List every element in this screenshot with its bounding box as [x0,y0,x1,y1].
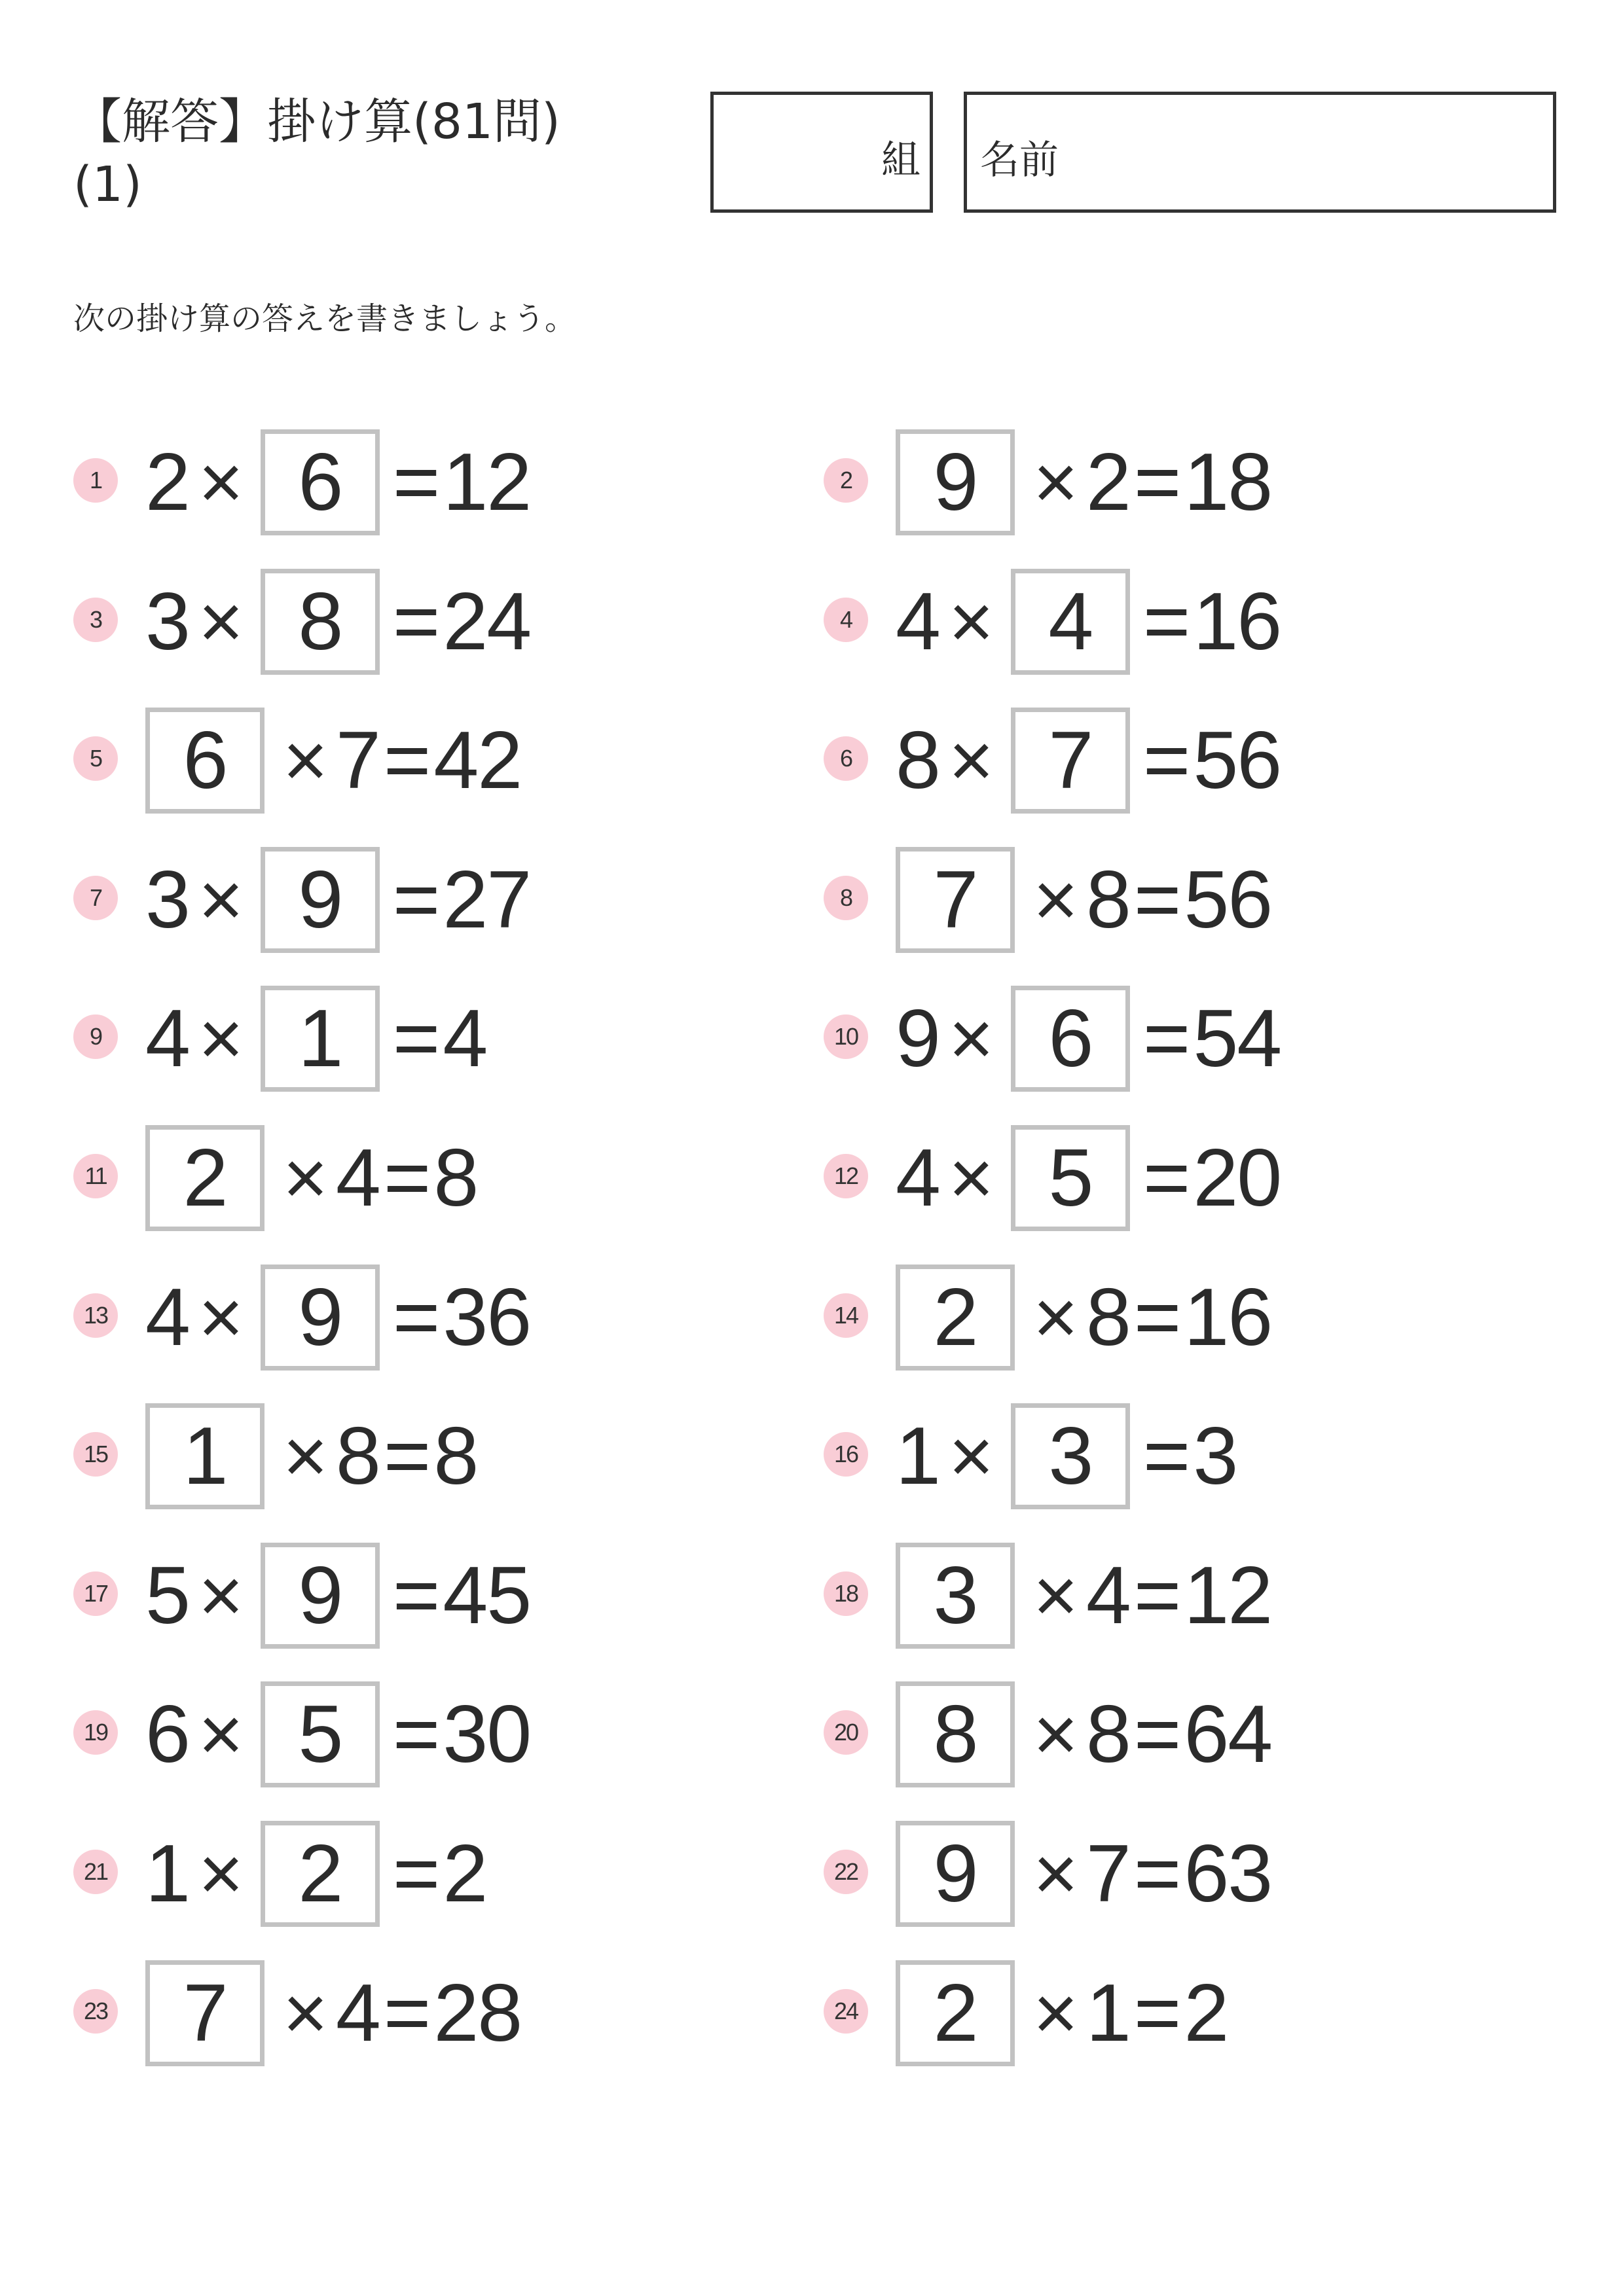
answer-box[interactable]: 9 [896,429,1015,535]
times-sign: × [198,1691,242,1778]
title-line-1: 【解答】掛け算(81問) [73,94,560,150]
answer-box[interactable]: 2 [261,1821,380,1927]
equation [896,705,1281,816]
answer-box[interactable]: 1 [261,986,380,1092]
equation [145,705,521,816]
equals-sign: = [1133,1689,1180,1780]
operand: 4 [1085,1551,1130,1641]
answer-box[interactable]: 5 [261,1681,380,1787]
product: 42 [433,715,522,806]
answer-box[interactable]: 8 [261,569,380,675]
product: 63 [1184,1829,1272,1919]
times-sign: × [198,1831,242,1917]
problem-number-badge: 21 [73,1850,118,1894]
product: 64 [1184,1689,1272,1780]
problem-number-badge: 17 [73,1571,118,1616]
product: 12 [443,437,531,528]
class-field-label: 組 [881,137,921,183]
problem-number-badge: 22 [824,1850,868,1894]
product: 24 [443,577,531,667]
equation [896,1540,1271,1651]
problem-number-badge: 8 [824,876,868,920]
operand: 8 [896,715,939,806]
times-sign: × [283,1970,327,2056]
equals-sign: = [392,577,439,667]
operand: 7 [1085,1829,1130,1919]
operand: 3 [145,577,189,667]
product: 27 [443,855,531,945]
instruction-text: 次の掛け算の答えを書きましょう。 [73,300,577,337]
equation [145,1122,477,1234]
operand: 4 [896,577,939,667]
product: 56 [1184,855,1272,945]
times-sign: × [1033,1970,1077,2056]
product: 2 [443,1829,487,1919]
answer-box[interactable]: 9 [261,1265,380,1371]
times-sign: × [1033,857,1077,943]
operand: 4 [145,994,189,1084]
answer-box[interactable]: 9 [261,847,380,953]
problem-number-badge: 2 [824,458,868,503]
problem-number-badge: 7 [73,876,118,920]
problem-number-badge: 11 [73,1154,118,1198]
answer-box[interactable]: 8 [896,1681,1015,1787]
equals-sign: = [383,1968,430,2058]
equals-sign: = [392,1551,439,1641]
equation [145,1679,530,1790]
operand: 7 [335,715,380,806]
answer-box[interactable]: 2 [896,1265,1015,1371]
equation [145,1818,486,1929]
product: 18 [1184,437,1272,528]
equals-sign: = [1142,715,1190,806]
times-sign: × [1033,439,1077,526]
equation [896,1401,1237,1512]
answer-box[interactable]: 3 [896,1543,1015,1649]
product: 56 [1193,715,1281,806]
times-sign: × [198,1274,242,1361]
operand: 6 [145,1689,189,1780]
problem-number-badge: 5 [73,736,118,781]
problem-number-badge: 23 [73,1989,118,2034]
equals-sign: = [383,1411,430,1501]
equation [896,1122,1281,1234]
product: 45 [443,1551,531,1641]
equals-sign: = [383,1133,430,1223]
name-field[interactable] [964,92,1556,213]
equals-sign: = [1133,855,1180,945]
equals-sign: = [1133,437,1180,528]
equals-sign: = [1142,1133,1190,1223]
product: 12 [1184,1551,1272,1641]
worksheet-title [73,90,649,216]
equals-sign: = [392,1689,439,1780]
problem-number-badge: 15 [73,1432,118,1477]
operand: 1 [145,1829,189,1919]
answer-box[interactable]: 6 [145,708,264,814]
product: 28 [433,1968,522,2058]
problem-number-badge: 6 [824,736,868,781]
times-sign: × [198,1552,242,1639]
equals-sign: = [392,437,439,528]
times-sign: × [948,1135,993,1221]
times-sign: × [283,717,327,804]
product: 8 [433,1133,478,1223]
times-sign: × [1033,1691,1077,1778]
equals-sign: = [1133,1551,1180,1641]
answer-box[interactable]: 6 [1011,986,1130,1092]
times-sign: × [283,1135,327,1221]
problem-number-badge: 9 [73,1014,118,1059]
product: 2 [1184,1968,1228,2058]
operand: 9 [896,994,939,1084]
times-sign: × [1033,1552,1077,1639]
product: 20 [1193,1133,1281,1223]
product: 3 [1193,1411,1237,1501]
operand: 8 [1085,855,1130,945]
times-sign: × [948,717,993,804]
class-field[interactable] [710,92,933,213]
operand: 5 [145,1551,189,1641]
operand: 4 [335,1133,380,1223]
product: 16 [1193,577,1281,667]
times-sign: × [948,579,993,665]
operand: 8 [1085,1272,1130,1363]
answer-box[interactable]: 1 [145,1403,264,1509]
problem-number-badge: 13 [73,1293,118,1338]
answer-box[interactable]: 7 [896,847,1015,953]
times-sign: × [198,857,242,943]
operand: 1 [1085,1968,1130,2058]
equation [145,1401,477,1512]
equation [145,1540,530,1651]
answer-box[interactable]: 2 [896,1960,1015,2066]
problem-number-badge: 1 [73,458,118,503]
equals-sign: = [383,715,430,806]
equals-sign: = [1142,577,1190,667]
equation [896,983,1281,1094]
equation [145,1262,530,1373]
problem-number-badge: 16 [824,1432,868,1477]
answer-box[interactable]: 9 [261,1543,380,1649]
answer-box[interactable]: 7 [145,1960,264,2066]
times-sign: × [1033,1274,1077,1361]
equation [145,983,486,1094]
answer-box[interactable]: 4 [1011,569,1130,675]
operand: 8 [335,1411,380,1501]
equals-sign: = [392,994,439,1084]
equals-sign: = [392,1829,439,1919]
product: 4 [443,994,487,1084]
product: 30 [443,1689,531,1780]
answer-box[interactable]: 9 [896,1821,1015,1927]
operand: 8 [1085,1689,1130,1780]
operand: 4 [896,1133,939,1223]
equals-sign: = [1133,1968,1180,2058]
times-sign: × [198,996,242,1082]
product: 36 [443,1272,531,1363]
times-sign: × [198,439,242,526]
operand: 2 [1085,437,1130,528]
equals-sign: = [1142,1411,1190,1501]
product: 8 [433,1411,478,1501]
problem-number-badge: 12 [824,1154,868,1198]
equation [145,1958,521,2069]
operand: 1 [896,1411,939,1501]
answer-box[interactable]: 3 [1011,1403,1130,1509]
problem-number-badge: 10 [824,1014,868,1059]
equation [896,427,1271,538]
name-field-label: 名前 [980,137,1059,183]
answer-box[interactable]: 6 [261,429,380,535]
equation [896,1679,1271,1790]
equation [896,566,1281,677]
times-sign: × [948,996,993,1082]
product: 54 [1193,994,1281,1084]
answer-box[interactable]: 7 [1011,708,1130,814]
equals-sign: = [1133,1829,1180,1919]
times-sign: × [1033,1831,1077,1917]
problem-number-badge: 24 [824,1989,868,2034]
equals-sign: = [392,855,439,945]
problem-number-badge: 3 [73,598,118,642]
equation [896,1262,1271,1373]
problem-number-badge: 14 [824,1293,868,1338]
times-sign: × [948,1413,993,1499]
problem-number-badge: 19 [73,1710,118,1755]
problem-number-badge: 20 [824,1710,868,1755]
equation [896,844,1271,956]
equation [896,1818,1271,1929]
operand: 4 [145,1272,189,1363]
problem-number-badge: 18 [824,1571,868,1616]
equals-sign: = [392,1272,439,1363]
equation [896,1958,1228,2069]
times-sign: × [198,579,242,665]
operand: 3 [145,855,189,945]
operand: 2 [145,437,189,528]
equation [145,566,530,677]
answer-box[interactable]: 2 [145,1125,264,1231]
equals-sign: = [1142,994,1190,1084]
operand: 4 [335,1968,380,2058]
equation [145,844,530,956]
equation [145,427,530,538]
problem-number-badge: 4 [824,598,868,642]
title-line-2: (1) [73,156,142,213]
answer-box[interactable]: 5 [1011,1125,1130,1231]
times-sign: × [283,1413,327,1499]
equals-sign: = [1133,1272,1180,1363]
product: 16 [1184,1272,1272,1363]
